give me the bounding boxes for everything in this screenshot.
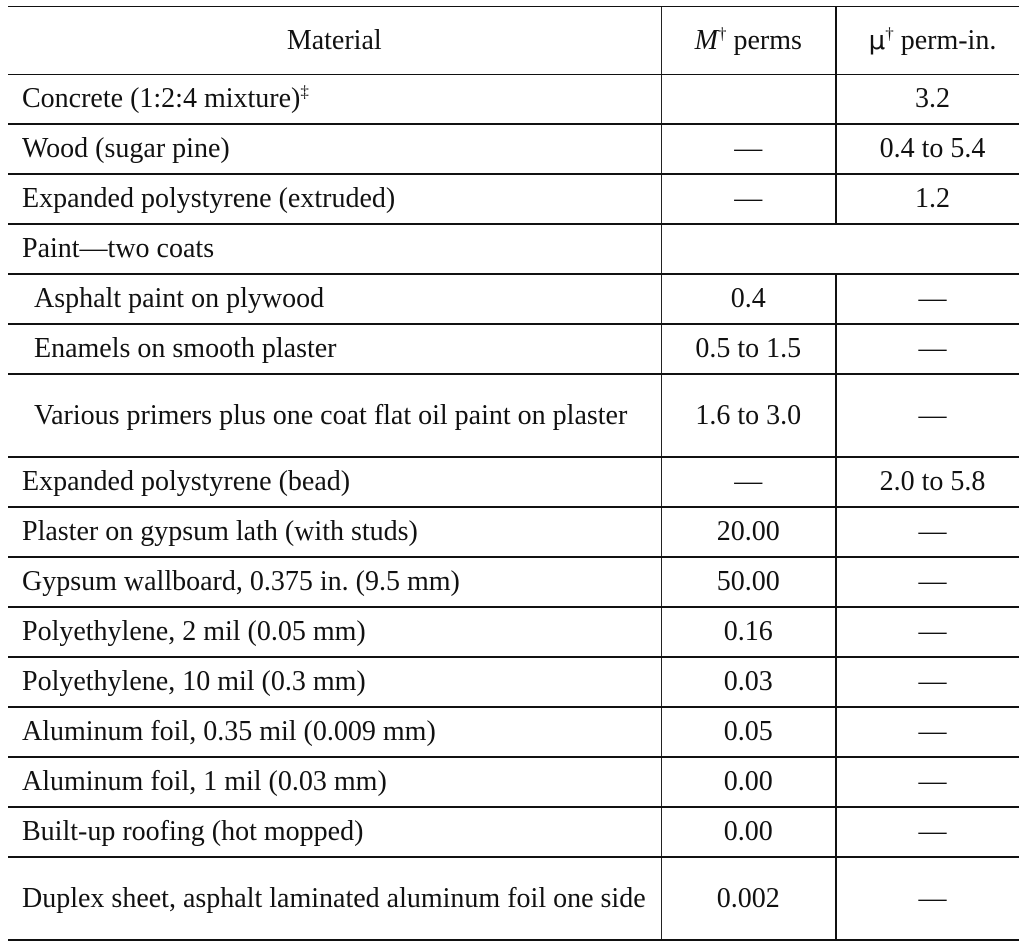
table-row [8, 857, 1019, 940]
table-row [8, 607, 1019, 657]
mu-unit: perm-in. [893, 24, 997, 56]
table-row-group-heading [8, 224, 1019, 274]
permeance-table [8, 6, 1019, 941]
permeance-cell: 50.00 [661, 557, 836, 607]
permeability-cell: 0.4 to 5.4 [836, 124, 1019, 174]
m-symbol: M [694, 24, 718, 56]
material-group-cell: Paint—two coats [8, 224, 661, 274]
permeance-cell: 0.03 [661, 657, 836, 707]
header-row [8, 7, 1019, 75]
table-row [8, 457, 1019, 507]
permeance-cell: 0.00 [661, 757, 836, 807]
material-cell: Expanded polystyrene (bead) [8, 457, 661, 507]
mu-symbol: μ [868, 25, 886, 56]
permeability-cell: — [836, 857, 1019, 940]
permeance-cell: 0.4 [661, 274, 836, 324]
permeance-cell: 0.00 [661, 807, 836, 857]
permeance-cell: 20.00 [661, 507, 836, 557]
dagger-mark: † [717, 23, 727, 43]
table-row [8, 174, 1019, 224]
table-row [8, 124, 1019, 174]
material-cell: Plaster on gypsum lath (with studs) [8, 507, 661, 557]
header-material: Material [8, 7, 661, 75]
table-row [8, 324, 1019, 374]
material-cell: Polyethylene, 10 mil (0.3 mm) [8, 657, 661, 707]
table-row [8, 807, 1019, 857]
permeance-cell: 1.6 to 3.0 [661, 374, 836, 457]
permeance-cell: — [661, 457, 836, 507]
permeance-cell: — [661, 174, 836, 224]
table-row [8, 274, 1019, 324]
permeance-cell [661, 75, 836, 125]
material-cell: Concrete (1:2:4 mixture)‡ [8, 75, 661, 125]
permeance-cell: 0.05 [661, 707, 836, 757]
table-row [8, 507, 1019, 557]
material-cell: Polyethylene, 2 mil (0.05 mm) [8, 607, 661, 657]
material-cell: Expanded polystyrene (extruded) [8, 174, 661, 224]
permeability-cell: 1.2 [836, 174, 1019, 224]
table-row [8, 557, 1019, 607]
material-cell: Aluminum foil, 0.35 mil (0.009 mm) [8, 707, 661, 757]
permeability-cell: — [836, 557, 1019, 607]
permeability-cell: — [836, 274, 1019, 324]
header-permeability [836, 7, 1019, 75]
material-cell: Asphalt paint on plywood [8, 274, 661, 324]
permeability-cell: — [836, 374, 1019, 457]
double-dagger-mark: ‡ [300, 82, 309, 101]
material-cell: Enamels on smooth plaster [8, 324, 661, 374]
permeability-cell: — [836, 707, 1019, 757]
table-row [8, 374, 1019, 457]
permeance-cell: 0.002 [661, 857, 836, 940]
table-row [8, 657, 1019, 707]
permeability-cell: — [836, 807, 1019, 857]
permeability-cell: — [836, 757, 1019, 807]
material-cell: Gypsum wallboard, 0.375 in. (9.5 mm) [8, 557, 661, 607]
material-cell: Built-up roofing (hot mopped) [8, 807, 661, 857]
permeance-cell: — [661, 124, 836, 174]
permeability-cell: — [836, 324, 1019, 374]
permeability-cell: — [836, 607, 1019, 657]
header-permeance [661, 7, 836, 75]
permeability-cell: — [836, 507, 1019, 557]
table-row [8, 75, 1019, 125]
m-unit: perms [726, 24, 802, 56]
material-cell: Aluminum foil, 1 mil (0.03 mm) [8, 757, 661, 807]
material-cell: Various primers plus one coat flat oil paint on plaster [8, 374, 661, 457]
empty-merged-cell [661, 224, 1019, 274]
table-row [8, 757, 1019, 807]
permeability-cell: 2.0 to 5.8 [836, 457, 1019, 507]
material-cell: Wood (sugar pine) [8, 124, 661, 174]
permeability-cell: 3.2 [836, 75, 1019, 125]
dagger-mark: † [885, 23, 894, 43]
permeance-cell: 0.16 [661, 607, 836, 657]
permeability-cell: — [836, 657, 1019, 707]
table-row [8, 707, 1019, 757]
material-cell: Duplex sheet, asphalt laminated aluminum foil one side [8, 857, 661, 940]
permeance-cell: 0.5 to 1.5 [661, 324, 836, 374]
